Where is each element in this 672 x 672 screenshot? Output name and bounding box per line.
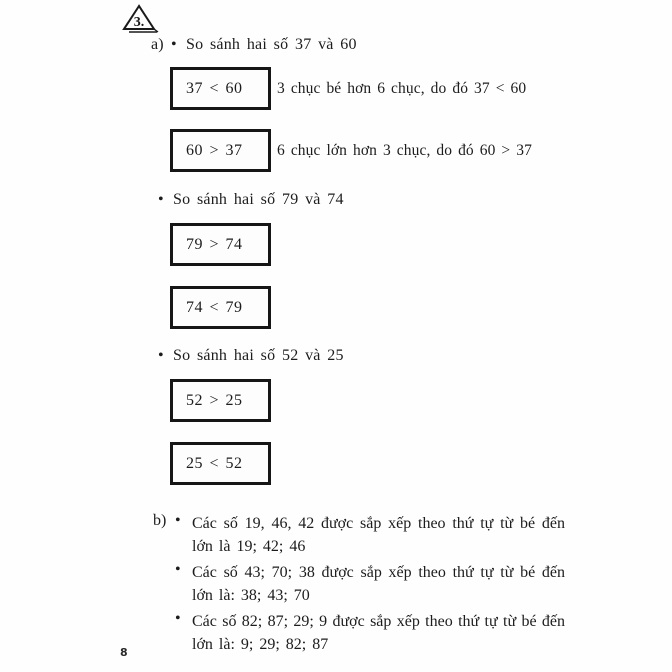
- answer-box: [170, 286, 271, 329]
- section-a-heading: [151, 36, 357, 54]
- section-b-label: b): [153, 512, 167, 529]
- comparison-note: 6 chục lớn hơn 3 chục, do đó 60 > 37: [277, 141, 532, 159]
- bullet-icon: •: [171, 36, 177, 53]
- problem-number-triangle-icon: [120, 3, 160, 35]
- comparison-value: 25 < 52: [186, 454, 243, 472]
- item-line-2: lớn là 19; 42; 46: [192, 538, 306, 555]
- comparison-value: 60 > 37: [186, 141, 243, 159]
- sorted-numbers-item: [153, 561, 565, 607]
- sorted-numbers-text: [192, 512, 565, 558]
- section-b-label-spacer: [153, 610, 175, 656]
- item-line-2: lớn là: 9; 29; 82; 87: [192, 636, 329, 653]
- answer-box: [170, 379, 271, 422]
- comparison-heading-2: So sánh hai số 79 và 74: [173, 191, 344, 208]
- section-b-label-spacer: [153, 561, 175, 607]
- sorted-numbers-item: [153, 610, 565, 656]
- problem-number-label: 3.: [133, 15, 145, 30]
- comparison-value: 74 < 79: [186, 298, 243, 316]
- comparison-value: 79 > 74: [186, 235, 243, 253]
- comparison-heading-row: [158, 191, 344, 209]
- comparison-row: [170, 129, 532, 172]
- comparison-heading-3: So sánh hai số 52 và 25: [173, 347, 344, 364]
- comparison-value: 52 > 25: [186, 391, 243, 409]
- item-line-1: Các số 43; 70; 38 được sắp xếp theo thứ tự từ bé đến: [192, 564, 565, 581]
- item-line-1: Các số 82; 87; 29; 9 được sắp xếp theo thứ tự từ bé đến: [192, 613, 565, 630]
- page-number: 8: [120, 646, 128, 659]
- item-line-2: lớn là: 38; 43; 70: [192, 587, 310, 604]
- sorted-numbers-text: [192, 610, 565, 656]
- bullet-icon: •: [158, 191, 164, 208]
- answer-box: [170, 223, 271, 266]
- comparison-heading-1: So sánh hai số 37 và 60: [186, 36, 357, 53]
- comparison-value: 37 < 60: [186, 79, 243, 97]
- bullet-icon: •: [158, 347, 164, 364]
- bullet-icon: •: [175, 610, 181, 627]
- comparison-row: [170, 67, 526, 110]
- item-line-1: Các số 19, 46, 42 được sắp xếp theo thứ tự từ bé đến: [192, 515, 565, 532]
- answer-box: [170, 129, 271, 172]
- section-b: [153, 512, 565, 659]
- answer-box: [170, 67, 271, 110]
- sorted-numbers-text: [192, 561, 565, 607]
- section-a-label: a): [151, 36, 164, 53]
- comparison-heading-row: [158, 347, 344, 365]
- bullet-icon: •: [175, 561, 181, 578]
- bullet-icon: •: [175, 512, 181, 529]
- sorted-numbers-item: [153, 512, 565, 558]
- comparison-note: 3 chục bé hơn 6 chục, do đó 37 < 60: [277, 79, 527, 97]
- answer-box: [170, 442, 271, 485]
